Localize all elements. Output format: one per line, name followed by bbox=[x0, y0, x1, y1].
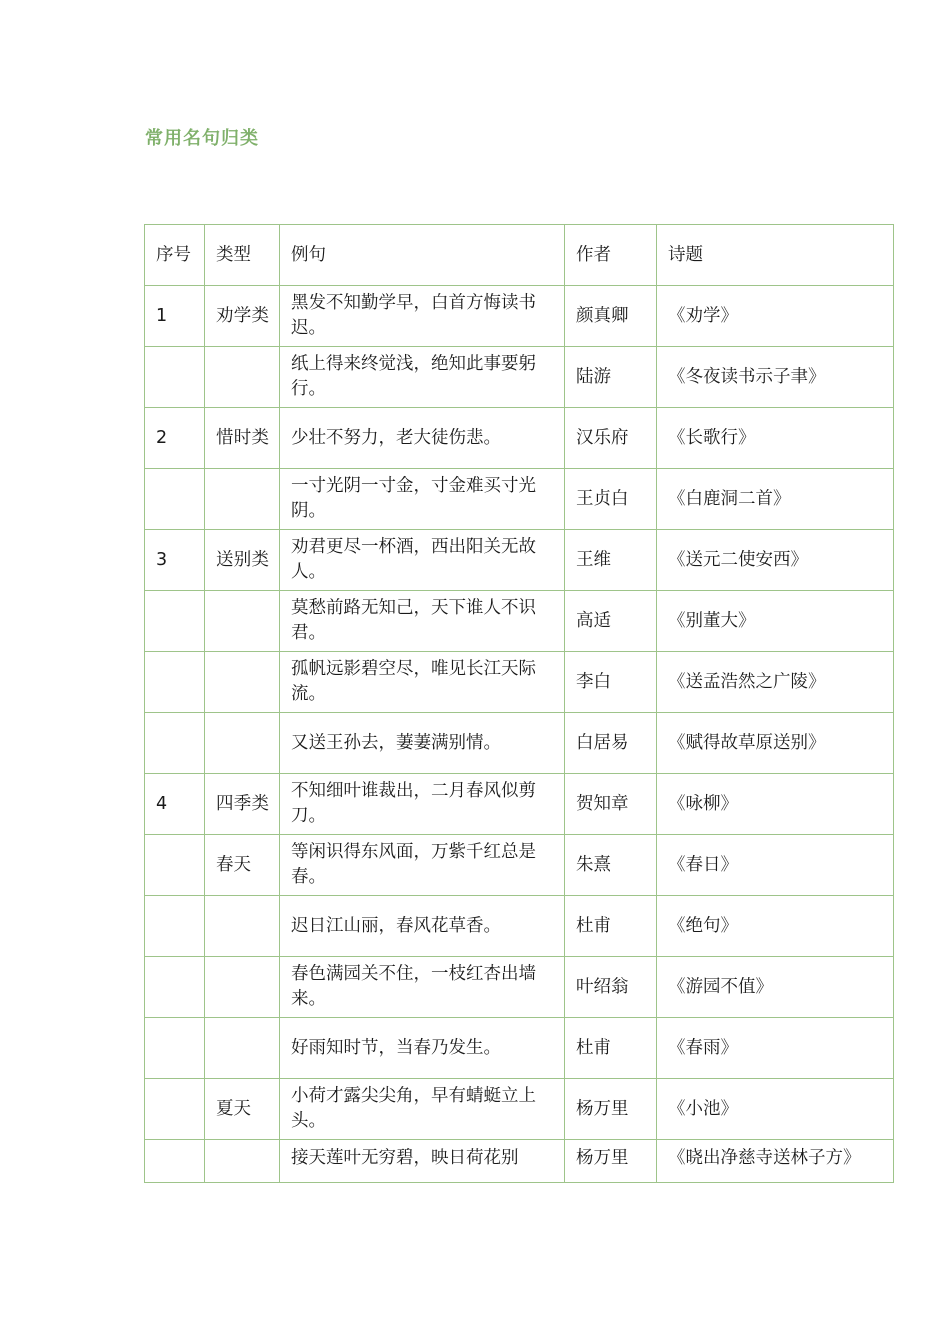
table-row bbox=[145, 1018, 894, 1079]
row-category bbox=[205, 591, 280, 652]
table-row bbox=[145, 1140, 894, 1183]
row-category bbox=[205, 1140, 280, 1183]
document-title: 常用名句归类 bbox=[145, 128, 259, 149]
row-poem: 《冬夜读书示子聿》 bbox=[657, 347, 894, 408]
row-category bbox=[205, 652, 280, 713]
table-row bbox=[145, 347, 894, 408]
row-poem: 《别董大》 bbox=[657, 591, 894, 652]
row-quote: 又送王孙去，萋萋满别情。 bbox=[280, 713, 565, 774]
table-row bbox=[145, 286, 894, 347]
row-poem: 《晓出净慈寺送林子方》 bbox=[657, 1140, 894, 1183]
row-category: 春天 bbox=[205, 835, 280, 896]
row-quote: 纸上得来终觉浅，绝知此事要躬行。 bbox=[280, 347, 565, 408]
table-row bbox=[145, 896, 894, 957]
row-num bbox=[145, 1140, 205, 1183]
row-quote: 少壮不努力，老大徒伤悲。 bbox=[280, 408, 565, 469]
table-row bbox=[145, 591, 894, 652]
row-category bbox=[205, 713, 280, 774]
table-row bbox=[145, 408, 894, 469]
row-num bbox=[145, 835, 205, 896]
table-row bbox=[145, 713, 894, 774]
row-author: 陆游 bbox=[565, 347, 657, 408]
header-quote: 例句 bbox=[280, 225, 565, 286]
row-poem: 《赋得故草原送别》 bbox=[657, 713, 894, 774]
row-author: 杨万里 bbox=[565, 1079, 657, 1140]
row-poem: 《春日》 bbox=[657, 835, 894, 896]
row-num bbox=[145, 469, 205, 530]
table-row bbox=[145, 652, 894, 713]
row-num bbox=[145, 1079, 205, 1140]
row-num bbox=[145, 591, 205, 652]
row-quote: 小荷才露尖尖角，早有蜻蜓立上头。 bbox=[280, 1079, 565, 1140]
row-author: 王贞白 bbox=[565, 469, 657, 530]
row-author: 杨万里 bbox=[565, 1140, 657, 1183]
row-author: 李白 bbox=[565, 652, 657, 713]
row-author: 王维 bbox=[565, 530, 657, 591]
row-category: 劝学类 bbox=[205, 286, 280, 347]
table-row bbox=[145, 1079, 894, 1140]
row-quote: 好雨知时节，当春乃发生。 bbox=[280, 1018, 565, 1079]
row-num bbox=[145, 713, 205, 774]
row-num bbox=[145, 1018, 205, 1079]
row-category bbox=[205, 469, 280, 530]
row-num: 4 bbox=[145, 774, 205, 835]
header-author: 作者 bbox=[565, 225, 657, 286]
row-category bbox=[205, 1018, 280, 1079]
header-category: 类型 bbox=[205, 225, 280, 286]
row-author: 朱熹 bbox=[565, 835, 657, 896]
table-row bbox=[145, 530, 894, 591]
row-num bbox=[145, 957, 205, 1018]
row-author: 汉乐府 bbox=[565, 408, 657, 469]
row-quote: 一寸光阴一寸金，寸金难买寸光阴。 bbox=[280, 469, 565, 530]
row-category: 送别类 bbox=[205, 530, 280, 591]
row-category: 惜时类 bbox=[205, 408, 280, 469]
row-poem: 《长歌行》 bbox=[657, 408, 894, 469]
row-category bbox=[205, 957, 280, 1018]
row-quote: 孤帆远影碧空尽，唯见长江天际流。 bbox=[280, 652, 565, 713]
row-category bbox=[205, 896, 280, 957]
header-num: 序号 bbox=[145, 225, 205, 286]
row-quote: 接天莲叶无穷碧，映日荷花别 bbox=[280, 1140, 565, 1183]
row-num bbox=[145, 347, 205, 408]
row-poem: 《小池》 bbox=[657, 1079, 894, 1140]
row-poem: 《春雨》 bbox=[657, 1018, 894, 1079]
row-poem: 《送元二使安西》 bbox=[657, 530, 894, 591]
table-row bbox=[145, 835, 894, 896]
row-poem: 《咏柳》 bbox=[657, 774, 894, 835]
row-poem: 《游园不值》 bbox=[657, 957, 894, 1018]
row-author: 颜真卿 bbox=[565, 286, 657, 347]
table-row bbox=[145, 469, 894, 530]
table-header-row bbox=[145, 225, 894, 286]
row-author: 杜甫 bbox=[565, 896, 657, 957]
row-num: 1 bbox=[145, 286, 205, 347]
row-poem: 《白鹿洞二首》 bbox=[657, 469, 894, 530]
header-poem: 诗题 bbox=[657, 225, 894, 286]
row-num bbox=[145, 896, 205, 957]
row-author: 高适 bbox=[565, 591, 657, 652]
row-quote: 迟日江山丽，春风花草香。 bbox=[280, 896, 565, 957]
row-quote: 等闲识得东风面，万紫千红总是春。 bbox=[280, 835, 565, 896]
row-num: 3 bbox=[145, 530, 205, 591]
row-poem: 《绝句》 bbox=[657, 896, 894, 957]
table-row bbox=[145, 774, 894, 835]
row-quote: 春色满园关不住，一枝红杏出墙来。 bbox=[280, 957, 565, 1018]
row-num bbox=[145, 652, 205, 713]
row-quote: 黑发不知勤学早，白首方悔读书迟。 bbox=[280, 286, 565, 347]
row-quote: 莫愁前路无知己，天下谁人不识君。 bbox=[280, 591, 565, 652]
row-num: 2 bbox=[145, 408, 205, 469]
row-category bbox=[205, 347, 280, 408]
row-author: 贺知章 bbox=[565, 774, 657, 835]
table-row bbox=[145, 957, 894, 1018]
row-quote: 劝君更尽一杯酒，西出阳关无故人。 bbox=[280, 530, 565, 591]
row-poem: 《送孟浩然之广陵》 bbox=[657, 652, 894, 713]
row-quote: 不知细叶谁裁出，二月春风似剪刀。 bbox=[280, 774, 565, 835]
row-category: 四季类 bbox=[205, 774, 280, 835]
row-category: 夏天 bbox=[205, 1079, 280, 1140]
row-author: 叶绍翁 bbox=[565, 957, 657, 1018]
row-author: 白居易 bbox=[565, 713, 657, 774]
row-poem: 《劝学》 bbox=[657, 286, 894, 347]
row-author: 杜甫 bbox=[565, 1018, 657, 1079]
quotes-table bbox=[144, 224, 894, 1183]
